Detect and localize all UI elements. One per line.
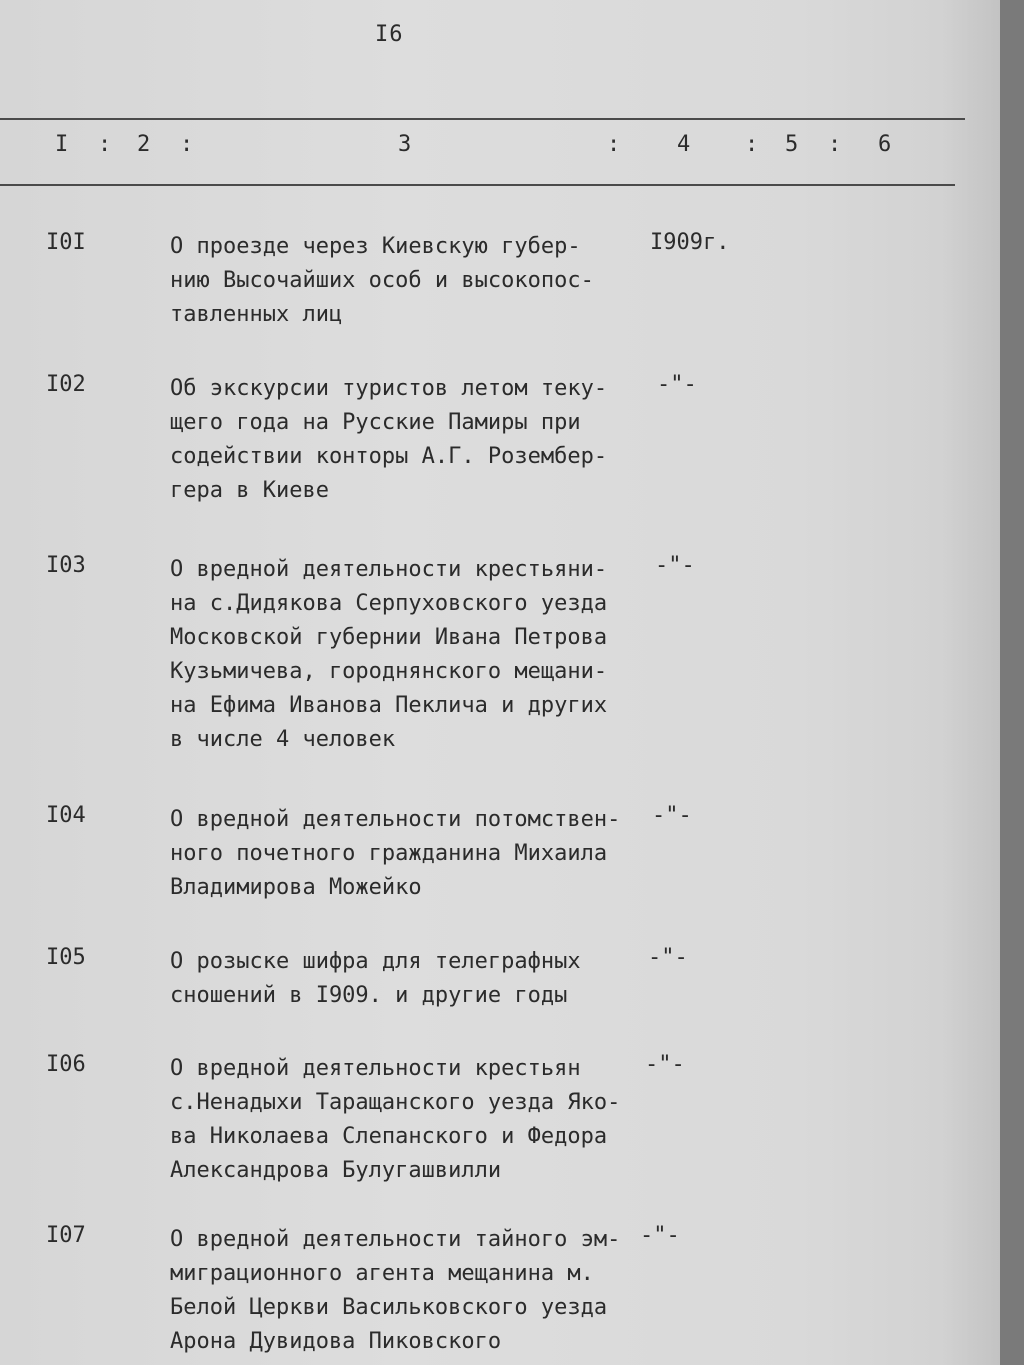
description-line: Александрова Булугашвилли xyxy=(170,1158,502,1183)
description-line: ва Николаева Слепанского и Федора xyxy=(170,1124,608,1149)
description-line: О вредной деятельности тайного эм- xyxy=(170,1227,621,1252)
description-line: щего года на Русские Памиры при xyxy=(170,410,581,435)
description-line: О проезде через Киевскую губер- xyxy=(170,234,581,259)
description-line: О вредной деятельности крестьяни- xyxy=(170,557,608,582)
entry-description xyxy=(170,372,640,508)
description-line: О вредной деятельности потомствен- xyxy=(170,807,621,832)
column-header-2: 2 xyxy=(137,132,151,157)
column-header-4: 4 xyxy=(677,132,691,157)
description-line: на Ефима Иванова Пеклича и других xyxy=(170,693,608,718)
description-line: Об экскурсии туристов летом теку- xyxy=(170,376,608,401)
header-rule-bottom xyxy=(0,184,955,186)
description-line: Кузьмичева, городнянского мещани- xyxy=(170,659,608,684)
description-line: О вредной деятельности крестьян xyxy=(170,1056,581,1081)
entry-description xyxy=(170,1223,640,1359)
entry-number: I03 xyxy=(46,553,86,578)
column-separator: : xyxy=(98,132,112,157)
entry-number: I05 xyxy=(46,945,86,970)
entry-date: -"- xyxy=(645,1052,685,1077)
entry-date: I909г. xyxy=(650,230,730,255)
description-line: ного почетного гражданина Михаила xyxy=(170,841,608,866)
column-header-1: I xyxy=(55,132,69,157)
description-line: гера в Киеве xyxy=(170,478,329,503)
column-separator: : xyxy=(828,132,842,157)
entry-number: I04 xyxy=(46,803,86,828)
entry-number: I02 xyxy=(46,372,86,397)
entry-description xyxy=(170,230,640,332)
entry-description xyxy=(170,1052,640,1188)
description-line: Арона Дувидова Пиковского xyxy=(170,1329,502,1354)
description-line: нию Высочайших особ и высокопос- xyxy=(170,268,594,293)
description-line: содействии конторы А.Г. Розембер- xyxy=(170,444,608,469)
description-line: на с.Дидякова Серпуховского уезда xyxy=(170,591,608,616)
entry-date: -"- xyxy=(640,1223,680,1248)
description-line: О розыске шифра для телеграфных xyxy=(170,949,581,974)
description-line: в числе 4 человек xyxy=(170,727,396,752)
entry-date: -"- xyxy=(652,803,692,828)
column-separator: : xyxy=(745,132,759,157)
description-line: миграционного агента мещанина м. xyxy=(170,1261,594,1286)
description-line: сношений в I909. и другие годы xyxy=(170,983,568,1008)
entry-date: -"- xyxy=(655,553,695,578)
column-header-3: 3 xyxy=(398,132,412,157)
column-separator: : xyxy=(180,132,194,157)
entry-number: I07 xyxy=(46,1223,86,1248)
description-line: Белой Церкви Васильковского уезда xyxy=(170,1295,608,1320)
column-header-6: 6 xyxy=(878,132,892,157)
page-number: I6 xyxy=(375,22,404,47)
description-line: с.Ненадыхи Таращанского уезда Яко- xyxy=(170,1090,621,1115)
column-header-5: 5 xyxy=(785,132,799,157)
column-separator: : xyxy=(607,132,621,157)
header-rule-top xyxy=(0,118,965,120)
entry-number: I0I xyxy=(46,230,86,255)
entry-date: -"- xyxy=(657,372,697,397)
description-line: Московской губернии Ивана Петрова xyxy=(170,625,608,650)
entry-description xyxy=(170,945,640,1013)
entry-description xyxy=(170,553,640,757)
description-line: тавленных лиц xyxy=(170,302,343,327)
background-strip xyxy=(1000,0,1024,1365)
entry-date: -"- xyxy=(648,945,688,970)
sheet-shadow-edge xyxy=(940,0,1000,1365)
description-line: Владимирова Можейко xyxy=(170,875,422,900)
entry-description xyxy=(170,803,640,905)
entry-number: I06 xyxy=(46,1052,86,1077)
